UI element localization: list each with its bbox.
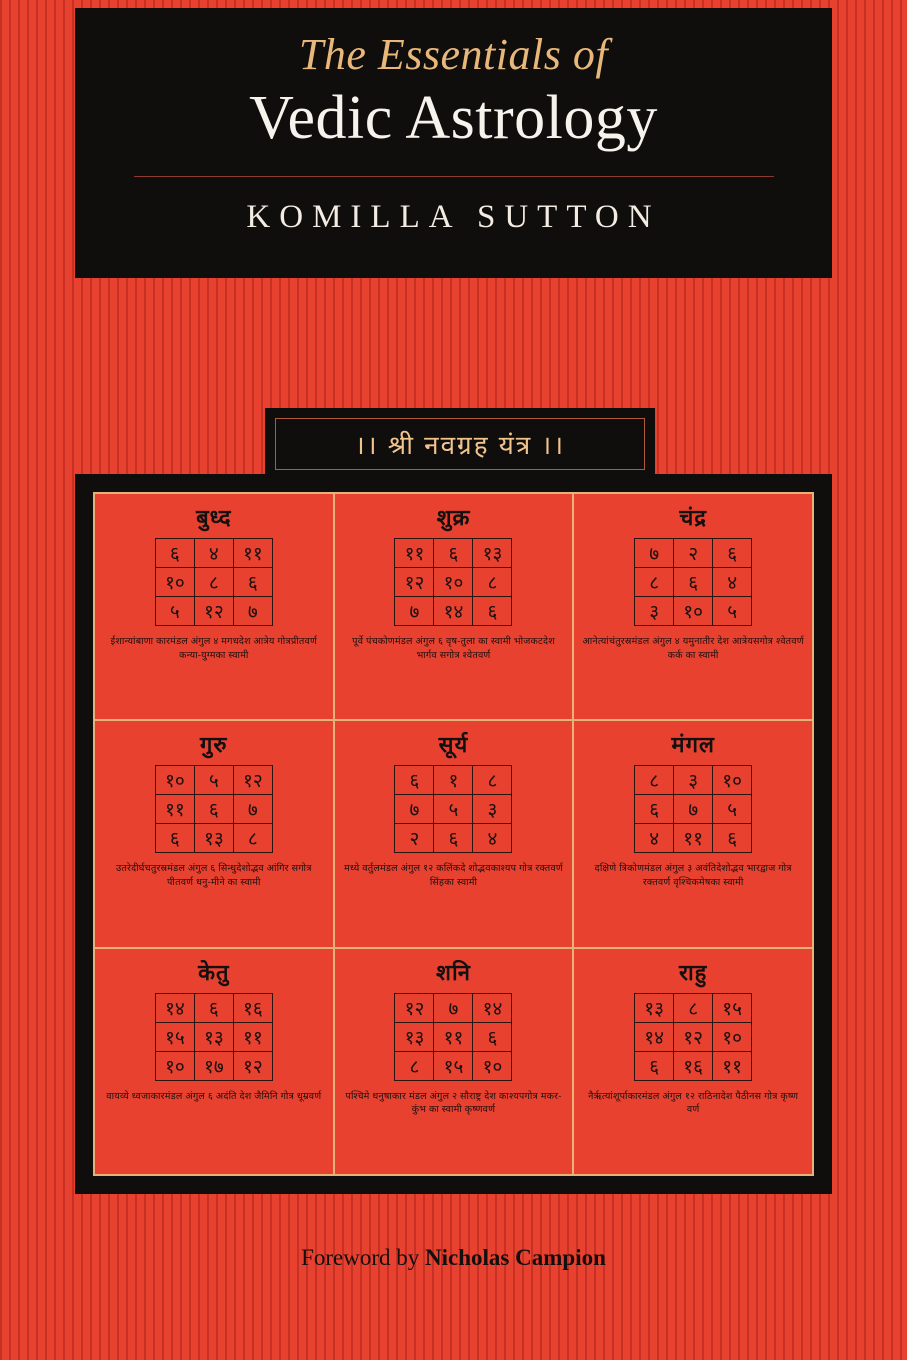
magic-cell: १४ (635, 1022, 674, 1051)
magic-cell: ७ (233, 597, 272, 626)
yantra-cell (335, 949, 573, 1174)
magic-cell: १३ (635, 993, 674, 1022)
yantra-cell (574, 949, 812, 1174)
magic-cell: १० (434, 568, 473, 597)
magic-cell: १२ (395, 993, 434, 1022)
planet-name: शुक्र (436, 505, 471, 530)
yantra-heading-text: ।। श्री नवग्रह यंत्र ।। (354, 430, 566, 460)
magic-cell: ३ (674, 766, 713, 795)
magic-cell: ५ (434, 795, 473, 824)
magic-cell: १३ (395, 1022, 434, 1051)
book-title-line-2: Vedic Astrology (249, 83, 658, 152)
planet-caption: पश्चिमे धनुषाकार मंडल अंगुल २ सौराष्ट्र देश काश्यपगोत्र मकर-कुंभ का स्वामी कृष्णवर्ण (345, 1090, 562, 1116)
magic-cell: ८ (233, 824, 272, 853)
magic-cell: ७ (635, 539, 674, 568)
planet-caption: मध्ये वर्तुलमंडल अंगुल १२ कलिंकदे शोद्भवकाश्यप गोत्र रक्तवर्ण सिंहका स्वामी (344, 863, 563, 889)
magic-cell: ४ (713, 568, 752, 597)
yantra-header-border (275, 418, 646, 470)
magic-cell: १६ (233, 993, 272, 1022)
yantra-cell (95, 721, 333, 946)
magic-cell: १० (155, 1051, 194, 1080)
magic-square (155, 993, 273, 1081)
magic-square (394, 765, 512, 853)
planet-name: केतु (198, 959, 230, 985)
planet-name: सूर्य (438, 732, 469, 758)
magic-cell: १२ (395, 568, 434, 597)
yantra-cell (335, 721, 573, 946)
planet-caption: नैर्ऋत्यांशूर्पाकारमंडल अंगुल १२ राठिनादेश पैठीनस गोत्र कृष्ण वर्ण (588, 1090, 799, 1116)
magic-cell: १० (473, 1051, 512, 1080)
magic-cell: ७ (395, 597, 434, 626)
magic-square (155, 538, 273, 626)
magic-cell: ६ (194, 993, 233, 1022)
magic-cell: ८ (395, 1051, 434, 1080)
magic-square (394, 993, 512, 1081)
magic-cell: ३ (635, 597, 674, 626)
magic-cell: ८ (635, 766, 674, 795)
magic-cell: ६ (473, 1022, 512, 1051)
magic-cell: ६ (713, 539, 752, 568)
magic-square (634, 993, 752, 1081)
magic-cell: १२ (194, 597, 233, 626)
foreword-lead: Foreword by (301, 1245, 426, 1270)
planet-caption: पूर्वे पंचकोणमंडल अंगुल ६ वृष-तुला का स्वामी भोजकटदेश भार्गव सगोत्र श्वेतवर्ण (352, 636, 555, 661)
magic-cell: ६ (434, 824, 473, 853)
magic-square (634, 765, 752, 853)
magic-cell: ७ (233, 795, 272, 824)
magic-square (634, 538, 752, 626)
foreword-credit (0, 1245, 907, 1271)
magic-cell: १० (674, 597, 713, 626)
magic-cell: १४ (155, 993, 194, 1022)
yantra-header (265, 408, 655, 480)
magic-cell: ४ (194, 539, 233, 568)
magic-cell: ६ (713, 824, 752, 853)
magic-cell: २ (395, 824, 434, 853)
magic-cell: ८ (473, 568, 512, 597)
yantra-cell (574, 721, 812, 946)
magic-cell: ७ (674, 795, 713, 824)
planet-name: मंगल (671, 732, 715, 758)
magic-cell: २ (674, 539, 713, 568)
magic-cell: ६ (155, 539, 194, 568)
planet-caption: ईशान्यांबाणा कारमंडल अंगुल ४ मगधदेश आत्रेय गोत्रप्रीतवर्ण कन्या-युग्मका स्वामी (110, 636, 318, 661)
magic-cell: १२ (674, 1022, 713, 1051)
magic-cell: ११ (674, 824, 713, 853)
magic-cell: ५ (194, 766, 233, 795)
magic-cell: ५ (713, 597, 752, 626)
magic-cell: ४ (635, 824, 674, 853)
magic-cell: ११ (155, 795, 194, 824)
planet-name: गुरु (200, 732, 228, 758)
magic-square (155, 765, 273, 853)
book-author: KOMILLA SUTTON (246, 198, 661, 235)
magic-cell: ४ (473, 824, 512, 853)
magic-cell: १२ (233, 1051, 272, 1080)
magic-cell: ६ (473, 597, 512, 626)
magic-cell: ११ (233, 1022, 272, 1051)
magic-cell: ६ (635, 795, 674, 824)
magic-cell: ६ (233, 568, 272, 597)
magic-cell: १५ (713, 993, 752, 1022)
book-title-line-1: The Essentials of (298, 30, 609, 79)
planet-name: शनि (436, 959, 471, 985)
magic-cell: ११ (434, 1022, 473, 1051)
yantra-cell (95, 949, 333, 1174)
title-divider (134, 176, 774, 177)
magic-cell: १३ (194, 1022, 233, 1051)
magic-cell: ५ (155, 597, 194, 626)
yantra-body (75, 474, 832, 1194)
magic-cell: १३ (473, 539, 512, 568)
magic-cell: १ (434, 766, 473, 795)
planet-caption: उतरेदीर्घचतुरस्रमंडल अंगुल ६ सिन्धुदेशोद्भव आंगिर सगोत्र पीतवर्ण धनु-मीने का स्वामी (116, 863, 312, 889)
magic-cell: ८ (194, 568, 233, 597)
magic-cell: १५ (434, 1051, 473, 1080)
magic-cell: ६ (434, 539, 473, 568)
magic-cell: ८ (635, 568, 674, 597)
magic-cell: ८ (473, 766, 512, 795)
magic-cell: १० (155, 568, 194, 597)
magic-cell: १४ (434, 597, 473, 626)
title-block (75, 8, 832, 278)
magic-cell: ७ (434, 993, 473, 1022)
yantra-grid (93, 492, 814, 1176)
magic-cell: ७ (395, 795, 434, 824)
magic-cell: १२ (233, 766, 272, 795)
foreword-author: Nicholas Campion (425, 1245, 606, 1270)
magic-cell: १३ (194, 824, 233, 853)
yantra-cell (335, 494, 573, 719)
navagraha-yantra (75, 408, 832, 1198)
magic-cell: १६ (674, 1051, 713, 1080)
magic-cell: ६ (674, 568, 713, 597)
planet-caption: वायव्ये ध्वजाकारमंडल अंगुल ६ अदंति देश जैमिनि गोत्र धूम्रवर्ण (106, 1090, 322, 1102)
yantra-cell (574, 494, 812, 719)
magic-cell: ८ (674, 993, 713, 1022)
magic-cell: १० (155, 766, 194, 795)
planet-caption: दक्षिणे त्रिकोणमंडल अंगुल ३ अवंतिदेशोद्भव भारद्वाज गोत्र रक्तवर्ण वृश्चिकमेषका स्वामी (594, 863, 792, 889)
magic-square (394, 538, 512, 626)
magic-cell: ३ (473, 795, 512, 824)
yantra-cell (95, 494, 333, 719)
magic-cell: १४ (473, 993, 512, 1022)
magic-cell: ६ (395, 766, 434, 795)
magic-cell: ११ (395, 539, 434, 568)
planet-name: चंद्र (679, 505, 707, 530)
magic-cell: १० (713, 1022, 752, 1051)
magic-cell: १७ (194, 1051, 233, 1080)
planet-name: बुध्द (196, 505, 232, 530)
magic-cell: ६ (155, 824, 194, 853)
magic-cell: ५ (713, 795, 752, 824)
magic-cell: ६ (635, 1051, 674, 1080)
magic-cell: १० (713, 766, 752, 795)
magic-cell: ६ (194, 795, 233, 824)
planet-caption: आनेत्यांचंतुरस्रमंडल अंगुल ४ यमुनातीर देश आत्रेयसगोत्र श्वेतवर्ण कर्क का स्वामी (582, 636, 804, 661)
magic-cell: ११ (233, 539, 272, 568)
planet-name: राहु (678, 959, 708, 985)
magic-cell: ११ (713, 1051, 752, 1080)
magic-cell: १५ (155, 1022, 194, 1051)
